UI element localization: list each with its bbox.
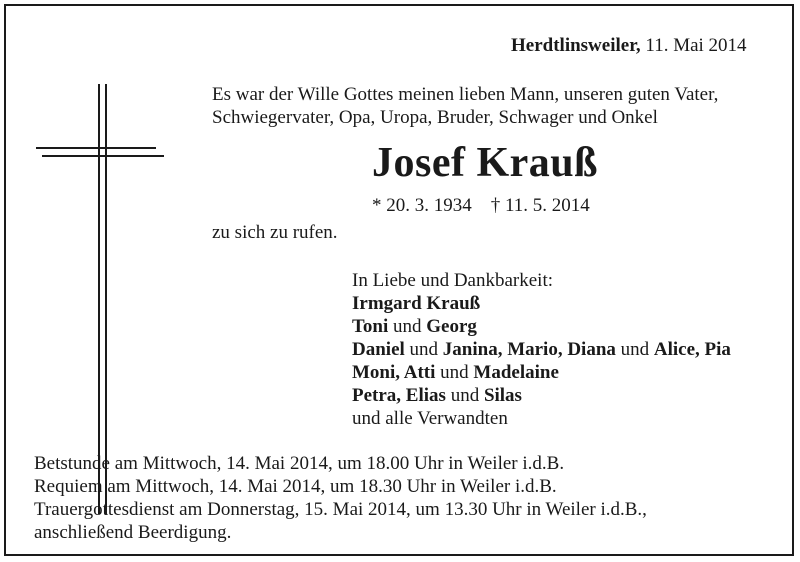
obituary-notice: [4, 4, 794, 556]
service-line-2: Requiem am Mittwoch, 14. Mai 2014, um 18.30 Uhr in Weiler i.d.B.: [34, 476, 557, 497]
service-line-1: Betstunde am Mittwoch, 14. Mai 2014, um 18.00 Uhr in Weiler i.d.B.: [34, 453, 565, 474]
service-line-3: Trauergottesdienst am Donnerstag, 15. Mai 2014, um 13.30 Uhr in Weiler i.d.B.,: [34, 499, 647, 520]
header-place: Herdtlinsweiler,: [511, 35, 641, 56]
mourner-line-2: Toni und Georg: [352, 316, 477, 337]
intro-line-2: Schwiegervater, Opa, Uropa, Bruder, Schwager und Onkel: [212, 107, 658, 128]
header-date: 11. Mai 2014: [645, 35, 747, 56]
deceased-dates: * 20. 3. 1934 † 11. 5. 2014: [372, 195, 590, 216]
mourner-line-6: und alle Verwandten: [352, 408, 508, 429]
mourner-line-4: Moni, Atti und Madelaine: [352, 362, 559, 383]
mourner-line-3: Daniel und Janina, Mario, Diana und Alice, Pia: [352, 339, 731, 360]
mourners-heading: In Liebe und Dankbarkeit:: [352, 270, 554, 291]
intro-line-1: Es war der Wille Gottes meinen lieben Mann, unseren guten Vater,: [212, 84, 719, 105]
mourner-line-5: Petra, Elias und Silas: [352, 385, 522, 406]
deceased-name: Josef Krauß: [372, 140, 598, 186]
mourner-line-1: Irmgard Krauß: [352, 293, 481, 314]
header-place-date: [511, 34, 747, 57]
outro-text: zu sich zu rufen.: [212, 222, 338, 243]
service-line-4: anschließend Beerdigung.: [34, 522, 232, 543]
